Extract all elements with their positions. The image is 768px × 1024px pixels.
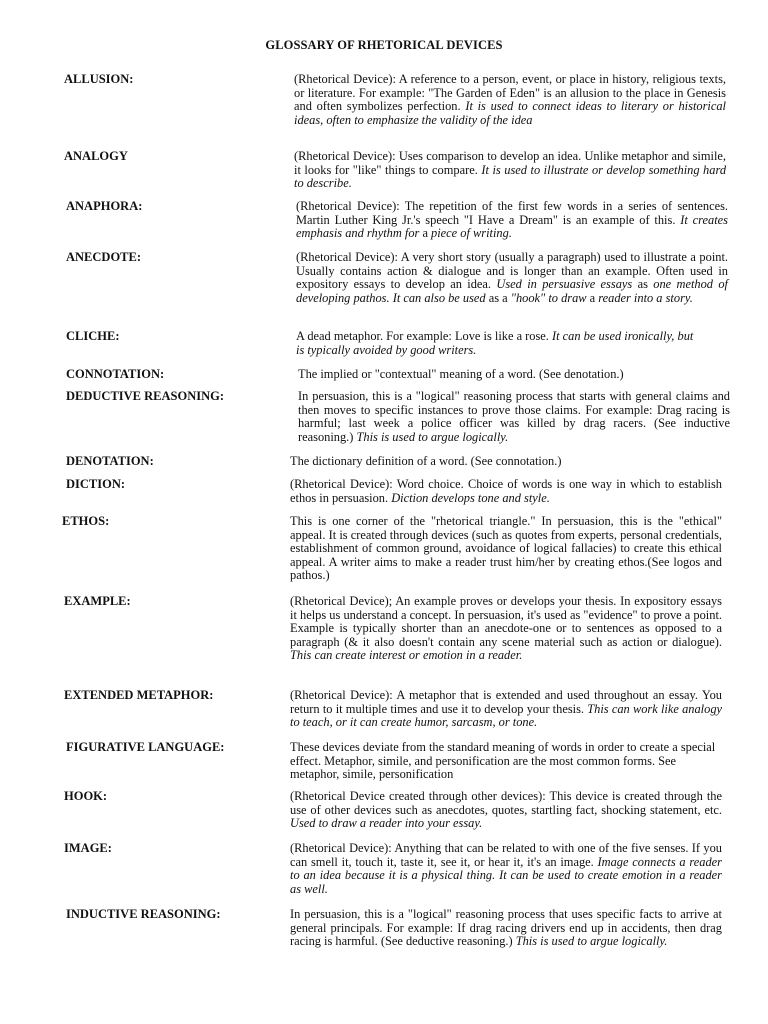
term-example: EXAMPLE: xyxy=(64,594,131,608)
definition-text: In persuasion, this is a "logical" reasoning process that starts with general claims and then moves to specific instances to prove those claims. For example: Drag racing is harmful; last week a police officer was killed by drag racers. (See inductive reasoning.) xyxy=(298,389,730,444)
definition-text: A dead metaphor. For example: Love is like a rose. xyxy=(296,329,553,343)
definition-text: The implied or "contextual" meaning of a word. (See denotation.) xyxy=(298,367,624,381)
definition-text: (Rhetorical Device): A metaphor that is extended and used throughout an essay. You return to it multiple times and use it to develop your thesis. xyxy=(290,688,722,716)
definition-anaphora xyxy=(296,200,728,241)
term-anecdote: ANECDOTE: xyxy=(66,250,142,264)
definition-cliche xyxy=(296,330,696,357)
definition-denotation xyxy=(290,455,722,469)
term-deductive-reasoning: DEDUCTIVE REASONING: xyxy=(66,389,225,403)
term-cliche: CLICHE: xyxy=(66,329,120,343)
definition-anecdote xyxy=(296,251,728,305)
definition-text: This is one corner of the "rhetorical triangle." In persuasion, this is the "ethical" appeal. It is created through devices (such as quotes from experts, personal credentials, establishment of common ground, avoidance of logical fallacies) to create this ethical appeal. A writer aims to make a reader trust him/her by creating ethos.(See logos and pathos.) xyxy=(290,514,722,583)
definition-italic-text: Used in persuasive essays xyxy=(496,277,633,292)
definition-text: (Rhetorical Device): Anything that can be related to with one of the five senses. If you can smell it, touch it, taste it, see it, or hear it, it's an image. xyxy=(290,841,722,869)
definition-italic-text: "hook" to draw xyxy=(510,290,587,305)
definition-text: (Rhetorical Device): A reference to a person, event, or place in history, religious texts, or literature. For example: "The Garden of Eden" is an allusion to the place in Genesis and often symbolizes perfection. xyxy=(294,72,726,114)
definition-text: These devices deviate from the standard meaning of words in order to create a special effect. Metaphor, simile, and personification are the most common forms. See metaphor, simile, personification xyxy=(290,740,716,782)
document-title: GLOSSARY OF RHETORICAL DEVICES xyxy=(265,38,503,52)
definition-italic-text: It creates emphasis and rhythm for xyxy=(296,212,728,241)
definition-hook xyxy=(290,790,722,831)
definition-italic-text: This can create interest or emotion in a reader. xyxy=(290,648,523,663)
term-ethos: ETHOS: xyxy=(62,514,110,528)
definition-connotation xyxy=(298,368,730,382)
definition-deductive-reasoning xyxy=(298,390,730,444)
definition-italic-text: This is used to argue logically. xyxy=(356,429,509,444)
definition-italic-text: This can work like analogy to teach, or it can create humor, sarcasm, or tone. xyxy=(290,701,723,730)
definition-italic-text: one method of developing pathos. It can also be used xyxy=(296,277,728,305)
definition-italic-text: This is used to argue logically. xyxy=(515,934,668,949)
definition-diction xyxy=(290,478,722,505)
definition-text: (Rhetorical Device): Word choice. Choice of words is one way in which to establish ethos in persuasion. xyxy=(290,477,722,505)
definition-text: In persuasion, this is a "logical" reasoning process that uses specific facts to arrive at general principals. For example: If drag racing drivers end up in accidents, then drag racing is harmful. (See deductive reasoning.) xyxy=(290,907,722,949)
term-anaphora: ANAPHORA: xyxy=(66,199,143,213)
definition-italic-text: It is used to connect ideas to literary or historical ideas, often to emphasize the validity of the idea xyxy=(294,99,726,127)
definition-extended-metaphor xyxy=(290,689,722,730)
definition-analogy xyxy=(294,150,726,191)
term-extended-metaphor: EXTENDED METAPHOR: xyxy=(64,688,214,702)
term-inductive-reasoning: INDUCTIVE REASONING: xyxy=(66,907,221,921)
definition-text: (Rhetorical Device): A very short story (usually a paragraph) used to illustrate a point. Usually contains action & dialogue and is longer than an example. Often used in expository essays to develop an idea. xyxy=(296,250,728,292)
definition-image xyxy=(290,842,722,896)
definition-italic-text: It is used to illustrate or develop something hard to describe. xyxy=(294,162,727,191)
definition-ethos xyxy=(290,515,722,583)
definition-text: as xyxy=(632,277,654,292)
definition-allusion xyxy=(294,73,726,127)
term-figurative-language: FIGURATIVE LANGUAGE: xyxy=(66,740,225,754)
term-image: IMAGE: xyxy=(64,841,112,855)
definition-text: as a xyxy=(485,290,511,305)
definition-inductive-reasoning xyxy=(290,908,722,949)
definition-italic-text: Diction develops tone and style. xyxy=(391,490,550,505)
definition-text: The dictionary definition of a word. (See connotation.) xyxy=(290,454,562,468)
term-hook: HOOK: xyxy=(64,789,108,803)
definition-text: (Rhetorical Device): Uses comparison to develop an idea. Unlike metaphor and simile, it looks for "like" things to compare. xyxy=(294,149,726,177)
definition-italic-text: Used to draw a reader into your essay. xyxy=(290,816,483,831)
definition-text: (Rhetorical Device): The repetition of the first few words in a series of sentences. Martin Luther King Jr.'s speech "I Have a Dream" is an example of this. xyxy=(296,199,728,227)
term-analogy: ANALOGY xyxy=(64,149,128,163)
term-denotation: DENOTATION: xyxy=(66,454,154,468)
definition-text: a xyxy=(419,226,432,241)
definition-text: (Rhetorical Device); An example proves or develops your thesis. In expository essays it helps us understand a concept. In persuasion, it's used as "evidence" to prove a point. Example is typically shorter than an anecdote-one or to sentences as opposed to a paragraph (& it also doesn't contain any scene material such as action or dialogue). xyxy=(290,594,722,649)
definition-italic-text: reader into a story. xyxy=(598,290,693,305)
definition-text: a xyxy=(586,290,599,305)
term-connotation: CONNOTATION: xyxy=(66,367,165,381)
definition-italic-text: piece of writing. xyxy=(431,226,512,241)
term-allusion: ALLUSION: xyxy=(64,72,134,86)
definition-example xyxy=(290,595,722,663)
definition-text: (Rhetorical Device created through other devices): This device is created through the use of other devices such as anecdotes, quotes, startling fact, shocking statement, etc. xyxy=(290,789,722,817)
definition-italic-text: Image connects a reader to an idea because it is a physical thing. It can be used to create emotion in a reader as well. xyxy=(290,854,722,896)
term-diction: DICTION: xyxy=(66,477,126,491)
definition-figurative-language xyxy=(290,741,722,782)
definition-italic-text: It can be used ironically, but is typically avoided by good writers. xyxy=(296,329,694,357)
